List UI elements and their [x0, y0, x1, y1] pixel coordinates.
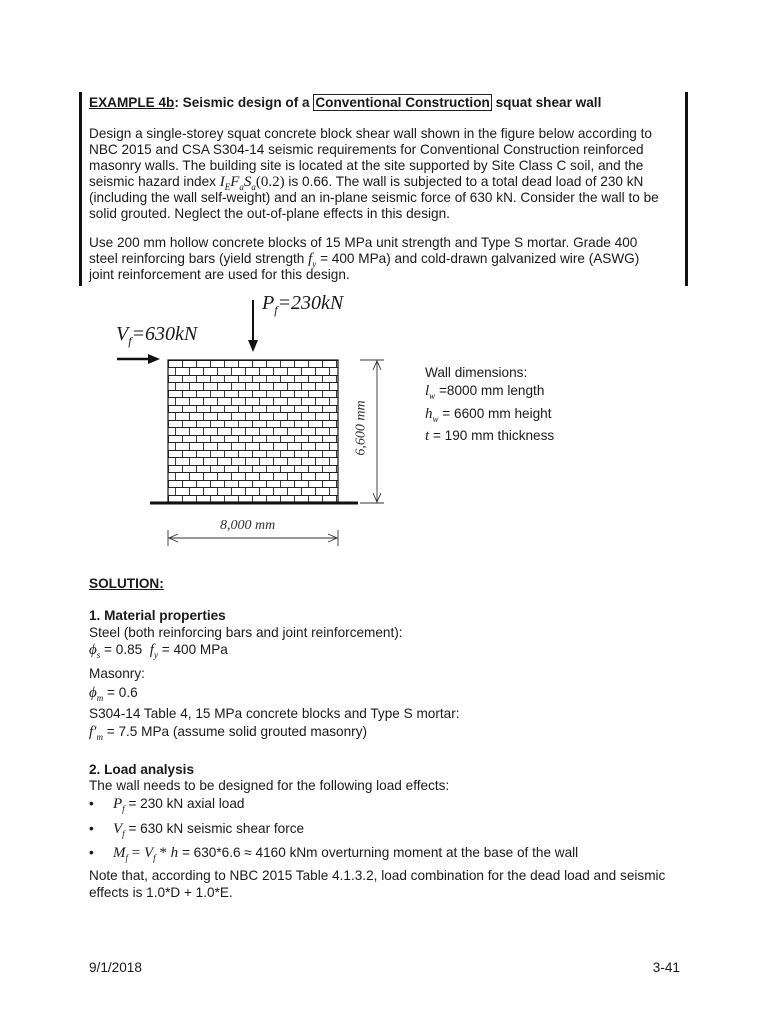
bullet-moment: • $M_f = V_f * h = 630*6.6 \approx 4160$ kNm overturning moment at the base of the wall — [89, 845, 579, 863]
example-label: EXAMPLE 4b — [89, 95, 175, 110]
text: = 630 kN seismic shear force — [124, 821, 305, 836]
text: is 0.66. The wall is subjected to a total dead load of 230 kN — [284, 174, 644, 189]
para1-line: Design a single-storey squat concrete block shear wall shown in the figure below according to — [89, 126, 652, 141]
wall-height: $h_w = 6600$ mm height — [425, 406, 552, 424]
shear-force-value: =630kN — [131, 323, 198, 345]
text: =8000 mm length — [435, 383, 545, 398]
footer-page-number: 3-41 — [652, 960, 680, 975]
text: = 190 mm thickness — [429, 428, 555, 443]
note-line: Note that, according to NBC 2015 Table 4.1.3.2, load combination for the dead load and seismic — [89, 868, 666, 883]
text: = 0.6 — [103, 685, 138, 700]
text: = 0.85 — [100, 642, 143, 657]
hazard-index-math: $I_EF_aS_a(0.2)$ — [219, 174, 285, 192]
axial-load-label: $P_f=230kN$ — [262, 292, 344, 317]
text: = 6600 mm height — [438, 406, 552, 421]
solution-heading: SOLUTION: — [89, 576, 164, 591]
title-text: squat shear wall — [491, 95, 602, 110]
shear-force-label: $V_f=630kN$ — [116, 323, 198, 348]
title-text: : Seismic design of a — [174, 95, 314, 110]
para2-line: joint reinforcement are used for this design. — [89, 267, 350, 282]
wall-length: $l_w =8000$ mm length — [425, 383, 545, 401]
load-intro: The wall needs to be designed for the following load effects: — [89, 778, 450, 793]
bullet-axial-load: • $P_f = 230$ kN axial load — [89, 796, 245, 814]
note-line: effects is 1.0*D + 1.0*E. — [89, 885, 233, 900]
para2-line: Use 200 mm hollow concrete blocks of 15 MPa unit strength and Type S mortar. Grade 400 — [89, 235, 638, 250]
axial-load-arrow — [248, 300, 258, 352]
para1-line: solid grouted. Neglect the out-of-plane effects in this design. — [89, 206, 450, 221]
section-1-heading: 1. Material properties — [89, 608, 226, 623]
text: = 400 MPa) and cold-drawn galvanized wire (ASWG) — [316, 251, 640, 266]
wall-thickness: t = 190 mm thickness — [425, 428, 555, 444]
title-boxed-term: Conventional Construction — [315, 95, 490, 110]
para1-line: NBC 2015 and CSA S304-14 seismic requirements for Conventional Construction reinforced — [89, 142, 644, 157]
para1-line: masonry walls. The building site is located at the site supported by Site Class C soil, and the — [89, 158, 644, 173]
shear-force-arrow — [117, 354, 160, 364]
axial-load-value: =230kN — [277, 292, 344, 314]
footer-date: 9/1/2018 — [89, 960, 142, 975]
text: seismic hazard index — [89, 174, 220, 189]
text: = 7.5 MPa (assume solid grouted masonry) — [102, 724, 368, 739]
text: = 400 MPa — [157, 642, 228, 657]
text: = 230 kN axial load — [124, 796, 245, 811]
text: steel reinforcing bars (yield strength — [89, 251, 309, 266]
wall-dims-title: Wall dimensions: — [425, 365, 528, 380]
masonry-wall — [168, 360, 338, 502]
table-reference: S304-14 Table 4, 15 MPa concrete blocks and Type S mortar: — [89, 706, 460, 721]
steel-properties: $\phi_s = 0.85$ $f_y = 400$ MPa — [89, 642, 228, 660]
steel-label: Steel (both reinforcing bars and joint reinforcement): — [89, 625, 403, 640]
masonry-label: Masonry: — [89, 666, 145, 681]
length-dimension-label: 8,000 mm — [220, 518, 276, 533]
fy-math: $f_y$ — [308, 251, 317, 269]
masonry-phi: $\phi_m = 0.6$ — [89, 685, 138, 703]
text: = 630*6.6 ≈ 4160 kNm overturning moment at the base of the wall — [178, 845, 579, 860]
para1-line: (including the wall self-weight) and an in-plane seismic force of 630 kN. Consider the wall to be — [89, 190, 659, 205]
bullet-shear-force: • $V_f = 630$ kN seismic shear force — [89, 821, 305, 839]
section-2-heading: 2. Load analysis — [89, 762, 195, 777]
height-dimension-label: 6,600 mm — [353, 400, 369, 456]
masonry-strength: $f'_m = 7.5$ MPa (assume solid grouted masonry) — [89, 724, 368, 742]
